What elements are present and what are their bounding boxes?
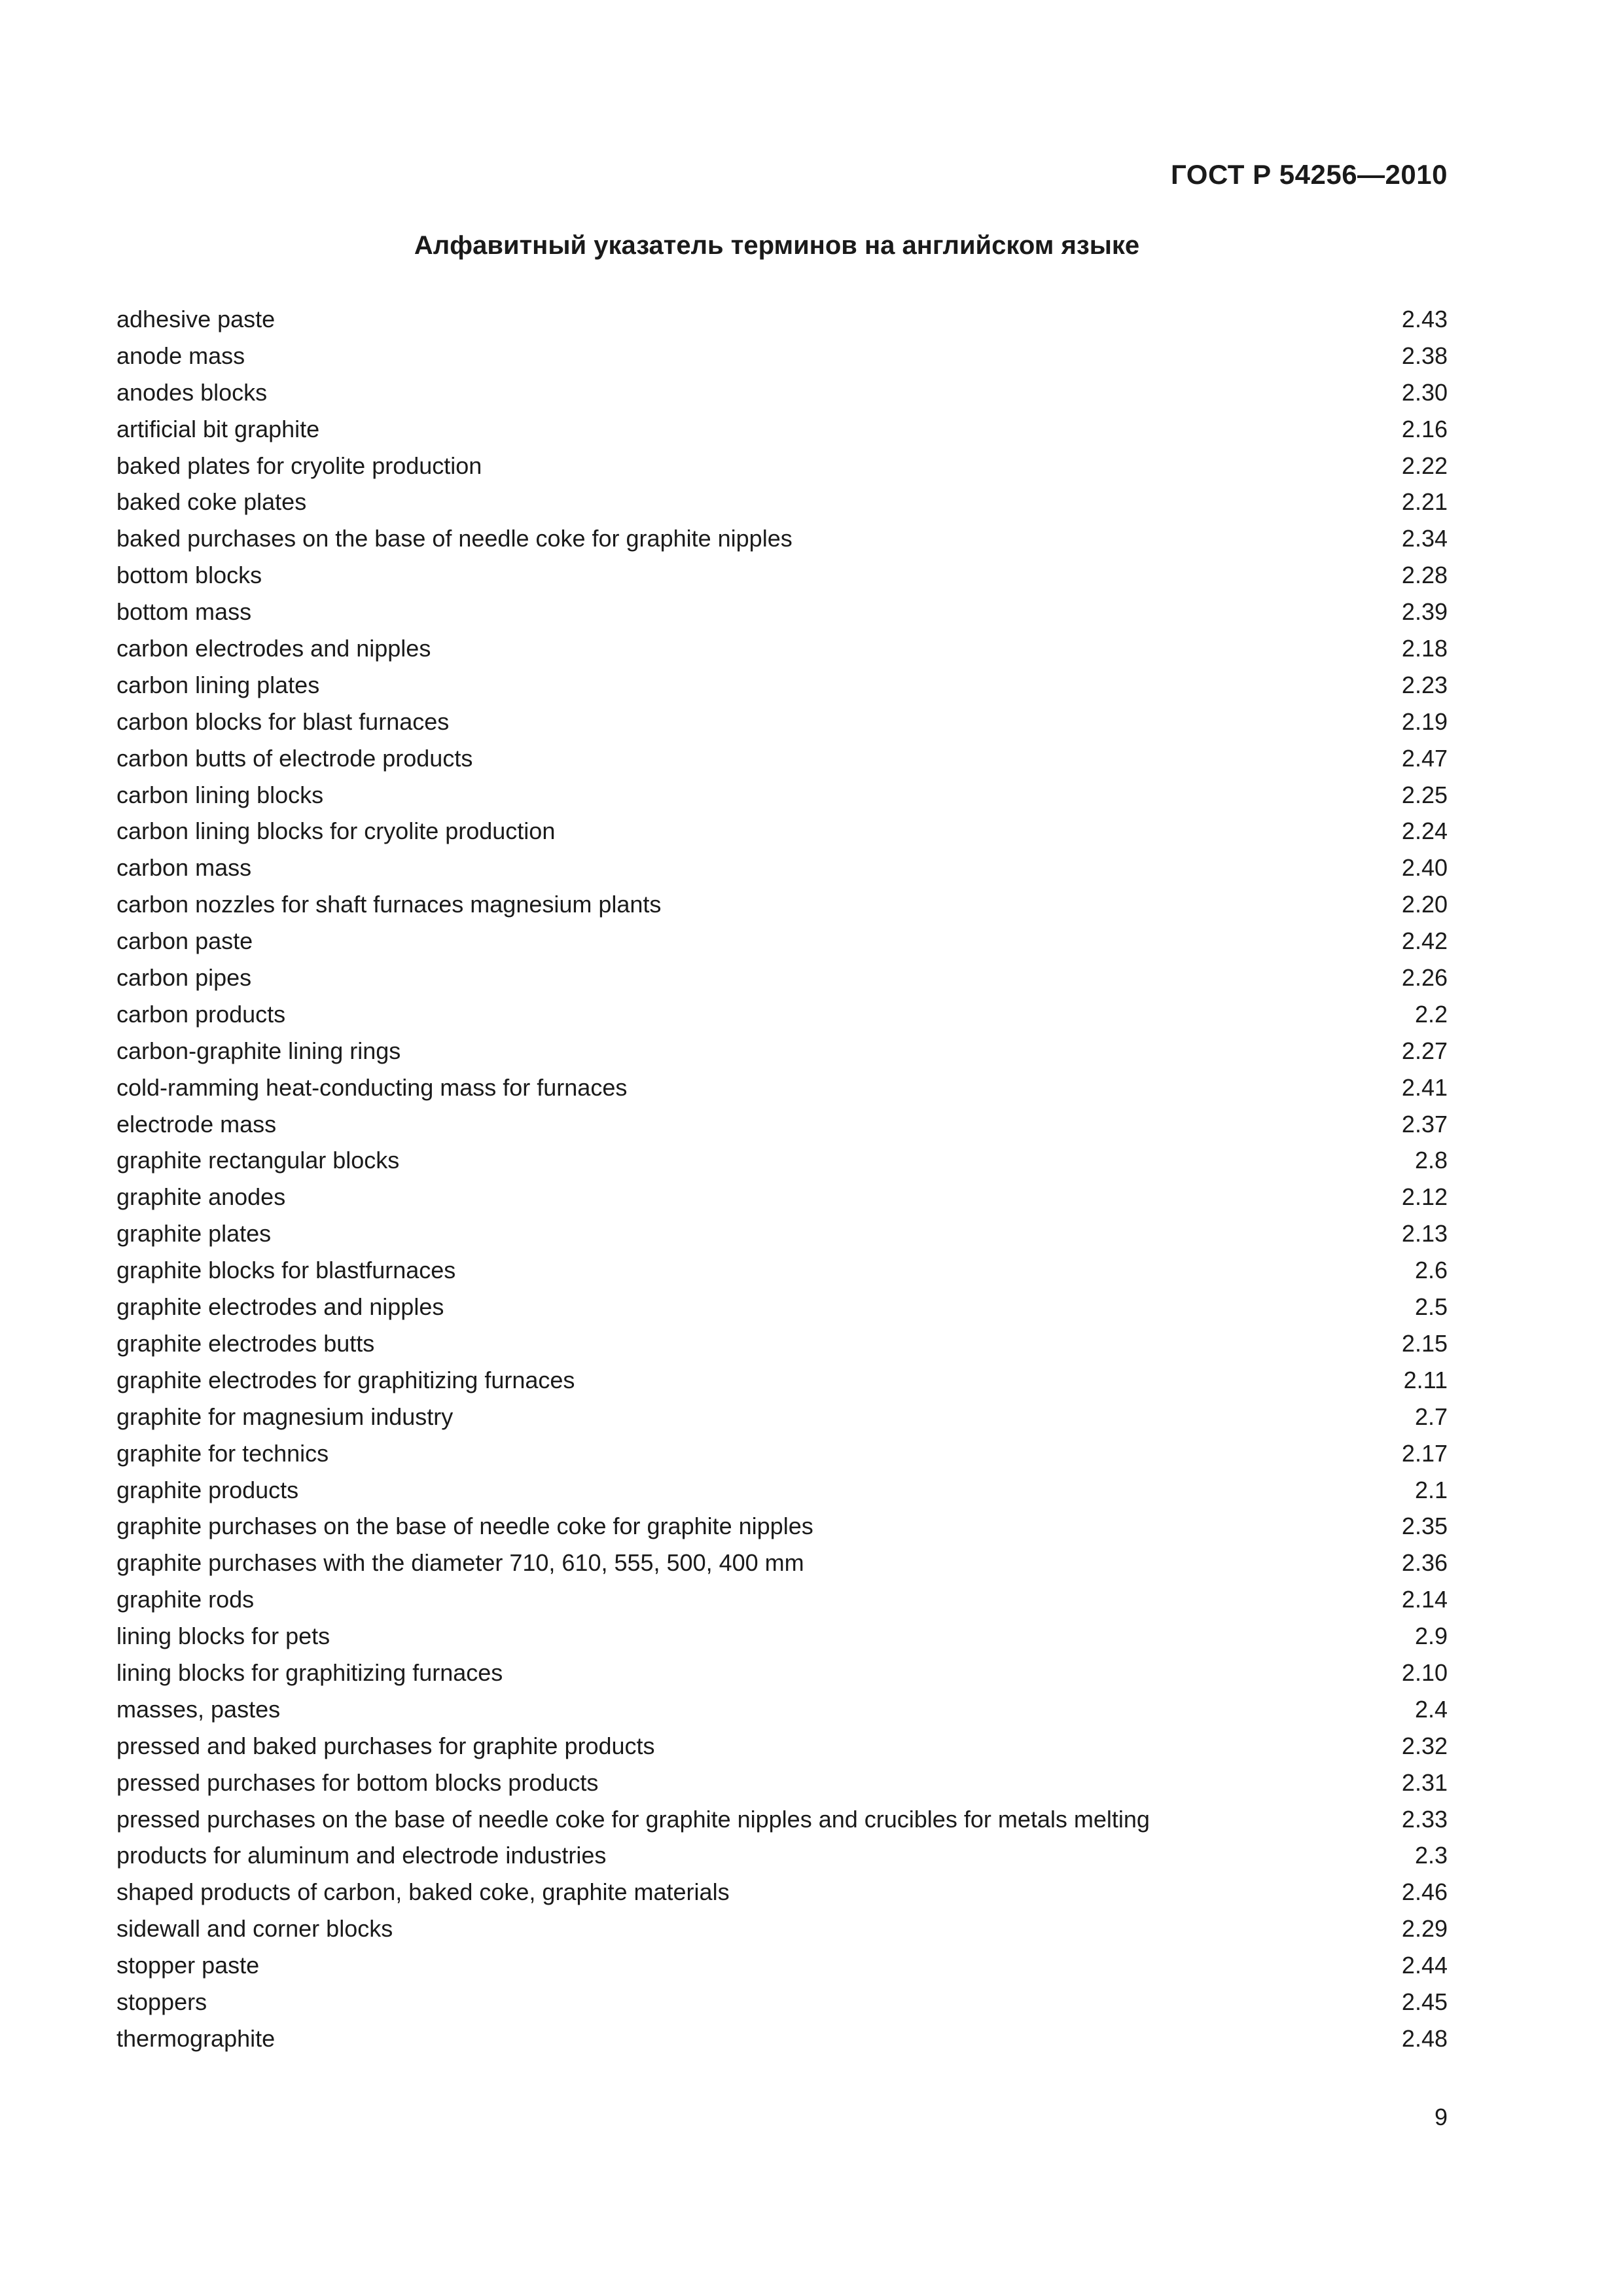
index-term: carbon paste <box>116 927 253 955</box>
index-term: carbon lining blocks <box>116 781 324 808</box>
index-term: sidewall and corner blocks <box>116 1915 393 1943</box>
index-term: baked plates for cryolite production <box>116 452 482 479</box>
index-entry <box>116 1325 1448 1362</box>
page-title: Алфавитный указатель терминов на английском языке <box>414 231 1140 260</box>
index-entry <box>116 1910 1448 1947</box>
index-reference: 2.10 <box>1401 1659 1448 1686</box>
index-term: graphite electrodes butts <box>116 1329 375 1357</box>
index-term: stoppers <box>116 1988 207 2015</box>
index-term: thermographite <box>116 2024 276 2052</box>
index-entry <box>116 594 1448 630</box>
index-entry <box>116 1289 1448 1325</box>
index-reference: 2.32 <box>1401 1732 1448 1759</box>
index-reference: 2.29 <box>1401 1915 1448 1943</box>
index-term: stopper paste <box>116 1952 260 1979</box>
index-term: baked purchases on the base of needle coke for graphite nipples <box>116 525 793 552</box>
index-reference: 2.35 <box>1401 1513 1448 1540</box>
index-term: bottom mass <box>116 598 252 626</box>
index-entry <box>116 886 1448 923</box>
index-reference: 2.18 <box>1401 635 1448 662</box>
index-reference: 2.31 <box>1401 1768 1448 1796</box>
index-term: graphite electrodes and nipples <box>116 1293 444 1321</box>
index-entry <box>116 1581 1448 1618</box>
index-reference: 2.43 <box>1401 306 1448 332</box>
index-reference: 2.38 <box>1401 342 1448 369</box>
index-reference: 2.40 <box>1401 854 1448 882</box>
index-reference: 2.26 <box>1401 964 1448 992</box>
index-reference: 2.8 <box>1414 1147 1448 1174</box>
index-reference: 2.20 <box>1401 891 1448 918</box>
index-entry <box>116 1215 1448 1252</box>
index-entry <box>116 1947 1448 1984</box>
index-entry <box>116 1545 1448 1581</box>
index-reference: 2.22 <box>1401 452 1448 479</box>
index-entry <box>116 1033 1448 1069</box>
index-entry <box>116 630 1448 667</box>
index-reference: 2.17 <box>1401 1439 1448 1467</box>
index-reference: 2.7 <box>1414 1403 1448 1430</box>
index-entry <box>116 1472 1448 1509</box>
index-reference: 2.37 <box>1401 1110 1448 1138</box>
index-reference: 2.2 <box>1414 1000 1448 1028</box>
index-entry <box>116 1435 1448 1472</box>
index-term: graphite rods <box>116 1586 255 1613</box>
index-entry <box>116 1984 1448 2020</box>
index-term: masses, pastes <box>116 1695 281 1723</box>
index-reference: 2.19 <box>1401 708 1448 735</box>
index-entry <box>116 923 1448 960</box>
index-term: baked coke plates <box>116 488 307 516</box>
index-term: pressed purchases for bottom blocks products <box>116 1768 599 1796</box>
index-reference: 2.34 <box>1401 525 1448 552</box>
index-reference: 2.9 <box>1414 1623 1448 1650</box>
index-reference: 2.4 <box>1414 1695 1448 1723</box>
index-reference: 2.45 <box>1401 1988 1448 2015</box>
index-term: artificial bit graphite <box>116 415 320 442</box>
index-reference: 2.44 <box>1401 1952 1448 1979</box>
index-term: graphite rectangular blocks <box>116 1147 400 1174</box>
index-reference: 2.5 <box>1414 1293 1448 1321</box>
index-entry <box>116 667 1448 704</box>
index-entry <box>116 484 1448 520</box>
index-term: lining blocks for graphitizing furnaces <box>116 1659 503 1686</box>
index-reference: 2.47 <box>1401 744 1448 772</box>
index-reference: 2.25 <box>1401 781 1448 808</box>
index-reference: 2.33 <box>1401 1805 1448 1833</box>
index-reference: 2.39 <box>1401 598 1448 626</box>
index-term: shaped products of carbon, baked coke, graphite materials <box>116 1878 730 1906</box>
index-term: carbon lining blocks for cryolite production <box>116 817 556 845</box>
index-term: anode mass <box>116 342 245 369</box>
index-reference: 2.28 <box>1401 562 1448 589</box>
index-reference: 2.15 <box>1401 1329 1448 1357</box>
index-term: graphite anodes <box>116 1183 286 1211</box>
index-term: adhesive paste <box>116 306 276 332</box>
index-entry <box>116 1655 1448 1691</box>
index-reference: 2.27 <box>1401 1037 1448 1064</box>
index-reference: 2.3 <box>1414 1842 1448 1869</box>
index-entry <box>116 1765 1448 1801</box>
index-entry <box>116 1252 1448 1289</box>
index-reference: 2.6 <box>1414 1257 1448 1284</box>
index-entry <box>116 448 1448 484</box>
index-entry <box>116 1106 1448 1143</box>
index-entry <box>116 301 1448 338</box>
index-term: graphite plates <box>116 1220 272 1247</box>
index-term: carbon nozzles for shaft furnaces magnesium plants <box>116 891 662 918</box>
index-term: carbon mass <box>116 854 252 882</box>
index-entry <box>116 1362 1448 1399</box>
index-entry <box>116 960 1448 996</box>
index-reference: 2.41 <box>1401 1073 1448 1101</box>
index-entry <box>116 411 1448 448</box>
index-entry <box>116 1801 1448 1838</box>
index-term: products for aluminum and electrode industries <box>116 1842 607 1869</box>
index-term: carbon electrodes and nipples <box>116 635 431 662</box>
index-reference: 2.36 <box>1401 1549 1448 1577</box>
index-term: lining blocks for pets <box>116 1623 330 1650</box>
index-term: carbon lining plates <box>116 671 320 698</box>
index-term: graphite products <box>116 1476 299 1503</box>
index-entry <box>116 813 1448 850</box>
index-entry <box>116 338 1448 374</box>
index-reference: 2.14 <box>1401 1586 1448 1613</box>
index-entry <box>116 1618 1448 1655</box>
index-reference: 2.16 <box>1401 415 1448 442</box>
index-entry <box>116 850 1448 886</box>
index-reference: 2.13 <box>1401 1220 1448 1247</box>
index-term: bottom blocks <box>116 562 262 589</box>
index-term: graphite blocks for blastfurnaces <box>116 1257 456 1284</box>
index-entry <box>116 1399 1448 1435</box>
index-term: carbon-graphite lining rings <box>116 1037 401 1064</box>
index-term: graphite electrodes for graphitizing furnaces <box>116 1366 575 1393</box>
index-entry <box>116 557 1448 594</box>
index-reference: 2.30 <box>1401 378 1448 406</box>
index-entry <box>116 1179 1448 1215</box>
index-term: graphite for technics <box>116 1439 329 1467</box>
index-reference: 2.1 <box>1414 1476 1448 1503</box>
index-term: carbon butts of electrode products <box>116 744 473 772</box>
index-term: graphite purchases on the base of needle coke for graphite nipples <box>116 1513 813 1540</box>
index-term: pressed and baked purchases for graphite products <box>116 1732 655 1759</box>
index-term: pressed purchases on the base of needle coke for graphite nipples and crucibles for metals melting <box>116 1805 1150 1833</box>
index-entry <box>116 704 1448 740</box>
page-number: 9 <box>1434 2104 1448 2130</box>
index-entry <box>116 1069 1448 1106</box>
index-entry <box>116 740 1448 777</box>
index-entry <box>116 1142 1448 1179</box>
index-term: anodes blocks <box>116 378 268 406</box>
index-entry <box>116 1874 1448 1910</box>
index-reference: 2.11 <box>1403 1366 1448 1393</box>
index-term: carbon pipes <box>116 964 252 992</box>
index-entry <box>116 777 1448 814</box>
term-index-list <box>116 301 1448 2057</box>
index-reference: 2.24 <box>1401 817 1448 845</box>
index-reference: 2.21 <box>1401 488 1448 516</box>
index-entry <box>116 1691 1448 1728</box>
index-entry <box>116 1508 1448 1545</box>
index-entry <box>116 374 1448 411</box>
index-entry <box>116 1837 1448 1874</box>
index-reference: 2.42 <box>1401 927 1448 955</box>
index-term: cold-ramming heat-conducting mass for furnaces <box>116 1073 628 1101</box>
index-term: graphite purchases with the diameter 710, 610, 555, 500, 400 mm <box>116 1549 804 1577</box>
index-term: carbon products <box>116 1000 286 1028</box>
index-reference: 2.46 <box>1401 1878 1448 1906</box>
index-term: carbon blocks for blast furnaces <box>116 708 450 735</box>
index-entry <box>116 1728 1448 1765</box>
document-code: ГОСТ Р 54256—2010 <box>1171 159 1448 190</box>
index-entry <box>116 2020 1448 2057</box>
index-reference: 2.48 <box>1401 2024 1448 2052</box>
index-reference: 2.23 <box>1401 671 1448 698</box>
index-term: graphite for magnesium industry <box>116 1403 454 1430</box>
index-entry <box>116 996 1448 1033</box>
index-term: electrode mass <box>116 1110 277 1138</box>
index-entry <box>116 520 1448 557</box>
index-reference: 2.12 <box>1401 1183 1448 1211</box>
